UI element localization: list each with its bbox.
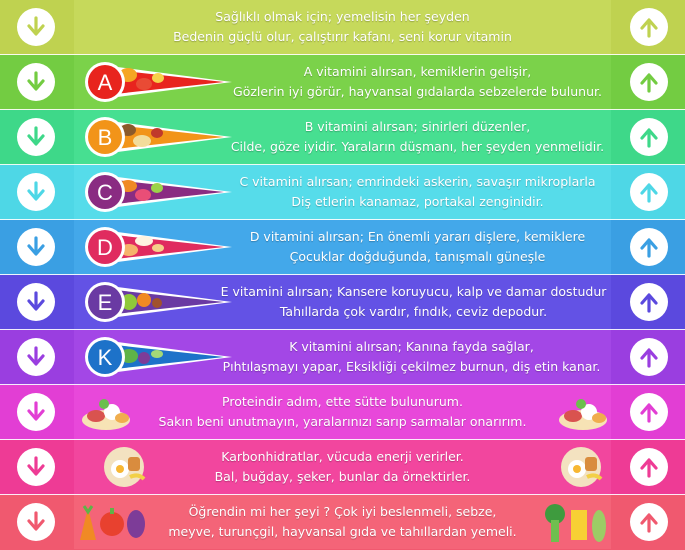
arrow-up-icon (637, 290, 661, 314)
intro-band (74, 0, 611, 54)
arrow-up-icon (637, 455, 661, 479)
row-line-1: D vitamini alırsan; En önemli yararı dişlere, kemiklere (249, 229, 586, 244)
arrow-down-icon (24, 290, 48, 314)
arrow-down-icon (24, 400, 48, 424)
arrow-down-icon (24, 70, 48, 94)
vitamin-b-badge (82, 114, 232, 160)
arrow-up-icon (637, 400, 661, 424)
row-line-2: Bedenin güçlü olur, çalıştırır kafanı, seni korur vitamin (173, 29, 512, 44)
protein-food-illustration (557, 390, 609, 434)
carbohydrate-row (0, 440, 685, 495)
row-line-2: Diş etlerin kanamaz, portakal zenginidir. (291, 194, 544, 209)
row-line-2: Sakın beni unutmayın, yaralarınızı sarıp sarmalar onarırım. (158, 414, 527, 429)
row-line-2: Tahıllarda çok vardır, fındık, ceviz depodur. (279, 304, 548, 319)
vitamin-b-row (0, 110, 685, 165)
row-line-2: Çocuklar doğduğunda, tanışmalı güneşle (289, 249, 546, 264)
vitamin-letter: D (97, 235, 113, 260)
vitamin-k-row (0, 330, 685, 385)
row-line-1: Proteindir adım, ette sütte bulunurum. (222, 394, 463, 409)
arrow-up-icon (637, 510, 661, 534)
arrow-down-icon (24, 455, 48, 479)
intro-row (0, 0, 685, 55)
row-line-1: K vitamini alırsan; Kanına fayda sağlar, (289, 339, 534, 354)
arrow-down-icon (24, 510, 48, 534)
arrow-up-icon (637, 70, 661, 94)
vitamin-k-badge (82, 334, 232, 380)
vitamin-c-badge (82, 169, 232, 215)
arrow-up-icon (637, 125, 661, 149)
vitamin-letter: E (97, 290, 113, 315)
vitamin-d-badge (82, 224, 232, 270)
summary-row (0, 495, 685, 550)
row-line-1: E vitamini alırsan; Kansere koruyucu, kalp ve damar dostudur (220, 284, 607, 299)
vitamin-c-row (0, 165, 685, 220)
vitamin-letter: C (97, 180, 113, 205)
row-line-1: C vitamini alırsan; emrindeki askerin, savaşır mikroplarla (239, 174, 596, 189)
vitamin-a-badge (82, 59, 232, 105)
arrow-down-icon (24, 345, 48, 369)
left-arrow-cell (0, 0, 72, 54)
vitamin-a-row (0, 55, 685, 110)
vitamin-letter: B (97, 125, 113, 150)
arrow-down-icon (24, 180, 48, 204)
arrow-up-icon (637, 235, 661, 259)
arrow-down-icon (24, 125, 48, 149)
vitamin-e-row (0, 275, 685, 330)
row-line-1: Karbonhidratlar, vücuda enerji verirler. (221, 449, 464, 464)
vitamin-d-row (0, 220, 685, 275)
arrow-up-icon (637, 180, 661, 204)
vitamin-e-badge (82, 279, 232, 325)
right-arrow-cell (613, 0, 685, 54)
row-line-1: B vitamini alırsan; sinirleri düzenler, (304, 119, 531, 134)
row-line-1: A vitamini alırsan, kemiklerin gelişir, (303, 64, 532, 79)
arrow-down-icon (24, 235, 48, 259)
arrow-down-icon (24, 15, 48, 39)
row-line-2: meyve, turunçgil, hayvansal gıda ve tahıllardan yemeli. (168, 524, 517, 539)
arrow-up-icon (637, 15, 661, 39)
row-line-1: Öğrendin mi her şeyi ? Çok iyi beslenmeli, sebze, (188, 504, 497, 519)
breakfast-plate-illustration (555, 445, 607, 489)
row-line-2: Pıhtılaşmayı yapar, Eksikliği çekilmez burnun, diş etin kanar. (222, 359, 601, 374)
arrow-up-icon (637, 345, 661, 369)
row-line-1: Sağlıklı olmak için; yemelisin her şeyden (215, 9, 470, 24)
row-line-2: Bal, buğday, şeker, bunlar da örnektirler. (214, 469, 471, 484)
veggie-characters-illustration (541, 500, 611, 544)
row-line-2: Cilde, göze iyidir. Yaraların düşmanı, her şeyden yenmelidir. (230, 139, 605, 154)
protein-row (0, 385, 685, 440)
row-line-2: Gözlerin iyi görür, hayvansal gıdalarda sebzelerde bulunur. (233, 84, 602, 99)
vitamin-letter: A (97, 70, 113, 95)
vitamin-letter: K (97, 345, 113, 370)
